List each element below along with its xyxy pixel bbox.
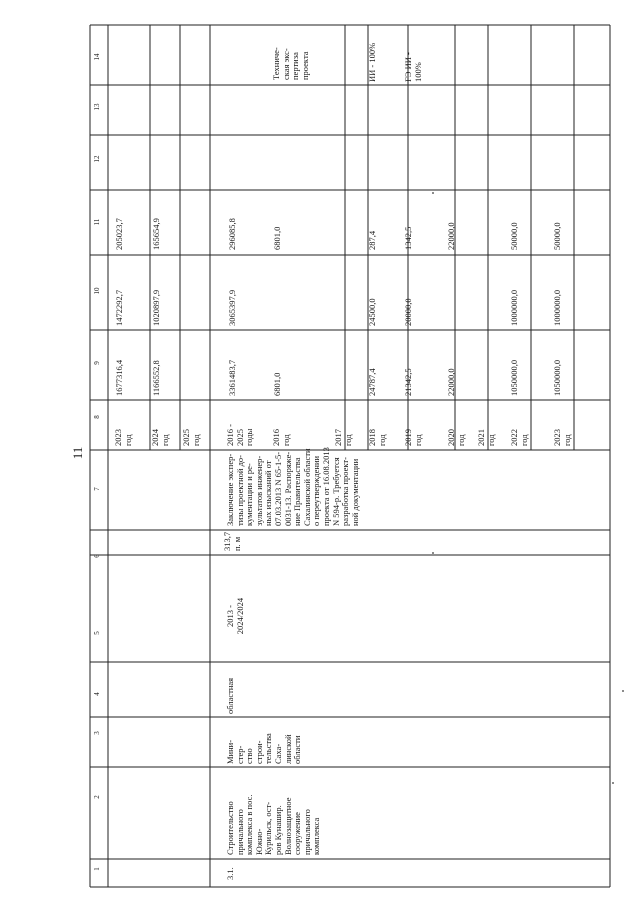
col-header-7: 7 bbox=[93, 487, 101, 491]
cell-2019-c10: 20000,0 bbox=[403, 298, 413, 326]
cell-total-c10: 3065397,9 bbox=[227, 289, 237, 326]
cell-2018-c14: ИИ - 100% bbox=[367, 42, 377, 82]
cell-2020-c11: 22000,0 bbox=[446, 222, 456, 250]
scan-speck bbox=[432, 552, 434, 554]
project-year-2017: 2017 год bbox=[333, 429, 353, 446]
project-period: 2013 - 2024/2024 bbox=[225, 597, 245, 635]
scan-speck bbox=[432, 192, 434, 194]
col-header-12: 12 bbox=[93, 155, 101, 163]
cell-2019-c9: 21342,5 bbox=[403, 368, 413, 396]
cell-2022-c10: 1000000,0 bbox=[509, 289, 519, 326]
col-header-10: 10 bbox=[93, 287, 101, 295]
project-name: Строительство причального комплекса в пос. Южно- Курильск, ост- ров Кунашир. Волнозащитное сооружение причального комплекса bbox=[225, 794, 322, 855]
year-2023-top: 2023 год bbox=[113, 429, 133, 446]
scan-speck bbox=[612, 782, 614, 784]
year-2025-top: 2025 год bbox=[181, 429, 201, 446]
project-capacity: 313,7 п. м bbox=[222, 531, 242, 551]
col-header-4: 4 bbox=[93, 692, 101, 696]
scan-speck bbox=[622, 690, 624, 692]
project-year-2021: 2021 год bbox=[476, 429, 496, 446]
cell-2023-c10: 1472292,7 bbox=[114, 289, 124, 326]
project-number: 3.1. bbox=[225, 867, 235, 880]
project-documentation: Заключение экспер- тизы проектной до- кументации и ре- зультатов инженер- ных изысканий от 07.03.2013 N 65-1-5- 0031-13. Распоряже- ние Правительства Сахалинской области о переутверждении проекта от 16.08.2013 N 594-р. Требуется разработка проект- ной документации bbox=[225, 447, 360, 526]
cell-2024-c9: 1166552,8 bbox=[151, 360, 161, 396]
cell-total-c9: 3361483,7 bbox=[227, 359, 237, 396]
cell-2018-c11: 287,4 bbox=[367, 230, 377, 250]
project-year-2023: 2023 год bbox=[552, 429, 572, 446]
col-header-11: 11 bbox=[93, 218, 101, 226]
project-year-2018: 2018 год bbox=[367, 429, 387, 446]
cell-2016-c9: 6801,0 bbox=[272, 372, 282, 396]
cell-2018-c9: 24787,4 bbox=[367, 368, 377, 396]
cell-2022-c9: 1050000,0 bbox=[509, 359, 519, 396]
cell-2019-c11: 1342,5 bbox=[403, 226, 413, 250]
col-header-13: 13 bbox=[93, 103, 101, 111]
cell-2023b-c10: 1000000,0 bbox=[552, 289, 562, 326]
year-2024-top: 2024 год bbox=[150, 429, 170, 446]
col-header-3: 3 bbox=[93, 731, 101, 735]
col-header-5: 5 bbox=[93, 631, 101, 635]
project-year-2022: 2022 год bbox=[509, 429, 529, 446]
cell-2016-c14: Техниче- ская экс- пертиза проекта bbox=[271, 47, 310, 80]
cell-2019-c14: ГЭ ИИ - 100% bbox=[403, 52, 423, 82]
cell-2023-c11: 205023,7 bbox=[114, 218, 124, 250]
project-year-total: 2016 - 2025 годы bbox=[225, 424, 255, 446]
project-budget: областная bbox=[225, 677, 235, 714]
cell-2024-c11: 165654,9 bbox=[151, 218, 161, 250]
cell-2023-c9: 1677316,4 bbox=[114, 359, 124, 396]
col-header-8: 8 bbox=[93, 415, 101, 419]
project-customer: Мини- стер- ство строи- тельства Саха- линской области bbox=[225, 733, 303, 764]
cell-2018-c10: 24500,0 bbox=[367, 298, 377, 326]
project-year-2019: 2019 год bbox=[403, 429, 423, 446]
cell-2023b-c9: 1050000,0 bbox=[552, 359, 562, 396]
col-header-1: 1 bbox=[93, 867, 101, 871]
cell-2024-c10: 1020897,9 bbox=[151, 289, 161, 326]
project-year-2016: 2016 год bbox=[271, 429, 291, 446]
page-number: 11 bbox=[70, 446, 85, 460]
cell-2022-c11: 50000,0 bbox=[509, 222, 519, 250]
cell-2023b-c11: 50000,0 bbox=[552, 222, 562, 250]
cell-2016-c11: 6801,0 bbox=[272, 226, 282, 250]
col-header-2: 2 bbox=[93, 795, 101, 799]
project-year-2020: 2020 год bbox=[446, 429, 466, 446]
col-header-6: 6 bbox=[93, 554, 101, 558]
cell-total-c11: 296085,8 bbox=[227, 218, 237, 250]
col-header-14: 14 bbox=[93, 53, 101, 61]
col-header-9: 9 bbox=[93, 361, 101, 365]
cell-2020-c9: 22000,0 bbox=[446, 368, 456, 396]
